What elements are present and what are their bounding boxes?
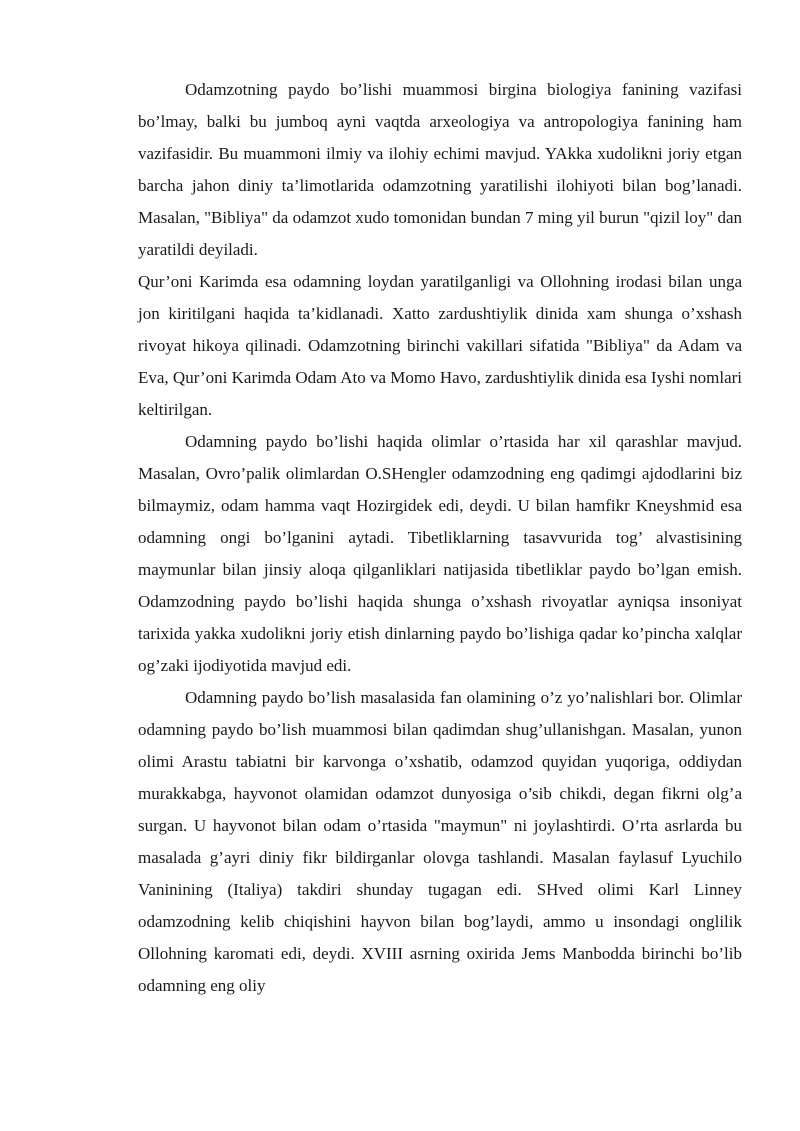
paragraph-4: Odamning paydo bo’lish masalasida fan olamining o’z yo’nalishlari bor. Olimlar odamning paydo bo’lish muammosi bilan qadimdan shug’ullanishgan. Masalan, yunon olimi Arastu tabiatni bir karvonga o’xshatib, odamzod quyidan yuqoriga, oddiydan murakkabga, hayvonot olamidan odamzot dunyosiga o’sib chikdi, degan fikrni olg’a surgan. U hayvonot bilan odam o’rtasida "maymun" ni joylashtirdi. O’rta asrlarda bu masalada g’ayri diniy fikr bildirganlar olovga tashlandi. Masalan faylasuf Lyuchilo Vaninining (Italiya) takdiri shunday tugagan edi. SHved olimi Karl Linney odamzodning kelib chiqishini hayvon bilan bog’laydi, ammo u insondagi onglilik Ollohning karomati edi, deydi. XVIII asrning oxirida Jems Manbodda birinchi bo’lib odamning eng oliy	[138, 688, 742, 995]
paragraph-3: Odamning paydo bo’lishi haqida olimlar o’rtasida har xil qarashlar mavjud. Masalan, Ovro’palik olimlardan O.SHengler odamzodning eng qadimgi ajdodlarini biz bilmaymiz, odam hamma vaqt Hozirgidek edi, deydi. U bilan hamfikr Kneyshmid esa odamning ongi bo’lganini aytadi. Tibetliklarning tasavvurida tog’ alvastisining maymunlar bilan jinsiy aloqa qilganliklari natijasida tibetliklar paydo bo’lgan emish. Odamzodning paydo bo’lishi haqida shunga o’xshash rivoyatlar ayniqsa insoniyat tarixida yakka xudolikni joriy etish dinlarning paydo bo’lishiga qadar ko’pincha xalqlar og’zaki ijodiyotida mavjud edi.	[138, 432, 742, 675]
paragraph-1: Odamzotning paydo bo’lishi muammosi birgina biologiya fanining vazifasi bo’lmay, balki bu jumboq ayni vaqtda arxeologiya va antropologiya fanining ham vazifasidir. Bu muammoni ilmiy va ilohiy echimi mavjud. YAkka xudolikni joriy etgan barcha jahon diniy ta’limotlarida odamzotning yaratilishi ilohiyoti bilan bog’lanadi. Masalan, "Bibliya" da odamzot xudo tomonidan bundan 7 ming yil burun "qizil loy" dan yaratildi deyiladi.	[138, 80, 742, 259]
document-body	[138, 74, 742, 1002]
paragraph-2: Qur’oni Karimda esa odamning loydan yaratilganligi va Ollohning irodasi bilan unga jon kiritilgani haqida ta’kidlanadi. Xatto zardushtiylik dinida xam shunga o’xshash rivoyat hikoya qilinadi. Odamzotning birinchi vakillari sifatida "Bibliya" da Adam va Eva, Qur’oni Karimda Odam Ato va Momo Havo, zardushtiylik dinida esa Iyshi nomlari keltirilgan.	[138, 272, 743, 419]
